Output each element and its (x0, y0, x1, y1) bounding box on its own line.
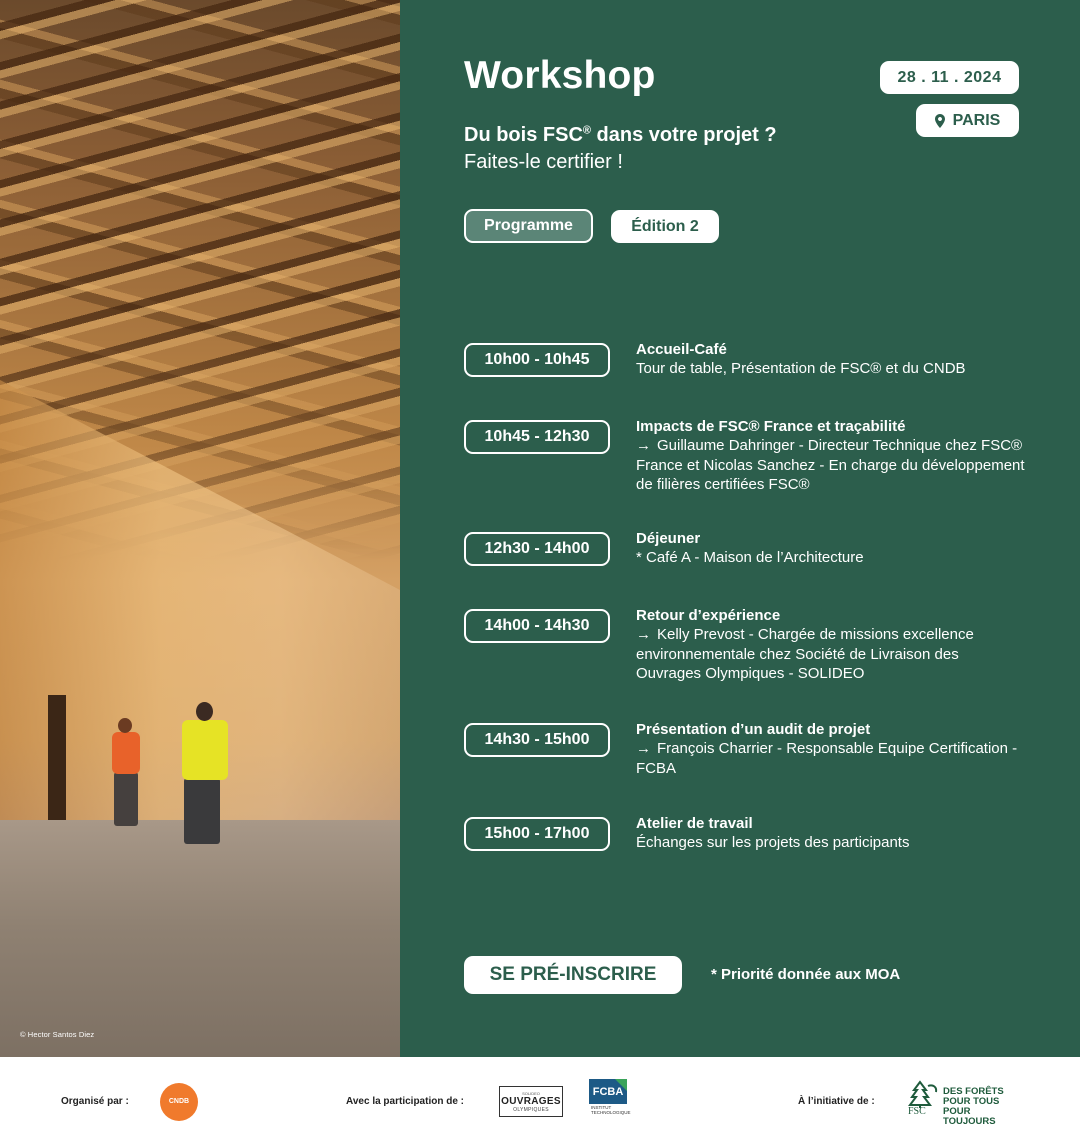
session-description: Tour de table, Présentation de FSC® et du CNDB (636, 360, 966, 377)
time-slot: 10h00 - 10h45 (464, 343, 610, 377)
worker-1-legs (114, 772, 138, 826)
time-slot: 15h00 - 17h00 (464, 817, 610, 851)
cndb-logo: CNDB (160, 1083, 198, 1121)
worker-1-head (118, 718, 132, 733)
tab-edition[interactable]: Édition 2 (611, 210, 719, 243)
session-title: Atelier de travail (636, 815, 753, 832)
session-title: Présentation d’un audit de projet (636, 721, 871, 738)
session-title: Retour d’expérience (636, 607, 781, 624)
ouvrages-olympiques-logo: SOLIDEO OUVRAGES OLYMPIQUES (499, 1086, 563, 1117)
location-badge (916, 104, 1019, 137)
worker-2-head (196, 702, 213, 721)
session-description: Échanges sur les projets des participants (636, 834, 910, 851)
floor (0, 820, 400, 1057)
session-title: Déjeuner (636, 530, 701, 547)
page-title: Workshop (464, 54, 656, 97)
initiative-label: À l’initiative de : (798, 1096, 875, 1107)
arrow-right-icon: → (636, 437, 651, 454)
time-slot: 14h30 - 15h00 (464, 723, 610, 757)
worker-1-body (112, 732, 140, 774)
session-description: → François Charrier - Responsable Equipe Certification - FCBA (636, 740, 1018, 777)
organized-by-label: Organisé par : (61, 1096, 129, 1107)
city-label: PARIS (952, 111, 1001, 129)
subtitle-question: Du bois FSC® dans votre projet ? (464, 124, 777, 146)
map-pin-icon (935, 114, 945, 128)
fsc-logo: FSC DES FORÊTS POUR TOUS POUR TOUJOURS (906, 1078, 1022, 1118)
hero-photo (0, 0, 400, 1057)
program-panel (400, 0, 1080, 1057)
priority-note: * Priorité donnée aux MOA (711, 966, 901, 983)
subtitle-call: Faites-le certifier ! (464, 151, 623, 173)
session-title: Impacts de FSC® France et traçabilité (636, 418, 906, 435)
worker-2-safety-vest (182, 720, 228, 780)
tab-programme[interactable]: Programme (464, 209, 593, 243)
session-description: * Café A - Maison de l’Architecture (636, 549, 864, 566)
doorway (48, 695, 66, 820)
time-slot: 14h00 - 14h30 (464, 609, 610, 643)
time-slot: 10h45 - 12h30 (464, 420, 610, 454)
session-title: Accueil-Café (636, 341, 727, 358)
time-slot: 12h30 - 14h00 (464, 532, 610, 566)
participation-label: Avec la participation de : (346, 1096, 464, 1107)
arrow-right-icon: → (636, 626, 651, 643)
photo-credit: © Hector Santos Diez (20, 1030, 95, 1039)
fcba-logo: FCBA INSTITUT TECHNOLOGIQUE (589, 1079, 631, 1119)
session-description: → Guillaume Dahringer - Directeur Technique chez FSC® France et Nicolas Sanchez - En charge du développement de filières certifiées FSC® (636, 437, 1025, 493)
pre-register-button[interactable]: SE PRÉ-INSCRIRE (464, 956, 682, 994)
session-description: → Kelly Prevost - Chargée de missions excellence environnementale chez Société de Livraison des Ouvrages Olympiques - SOLIDEO (636, 626, 974, 682)
arrow-right-icon: → (636, 740, 651, 757)
date-badge: 28 . 11 . 2024 (880, 61, 1019, 94)
worker-2-legs (184, 778, 220, 844)
